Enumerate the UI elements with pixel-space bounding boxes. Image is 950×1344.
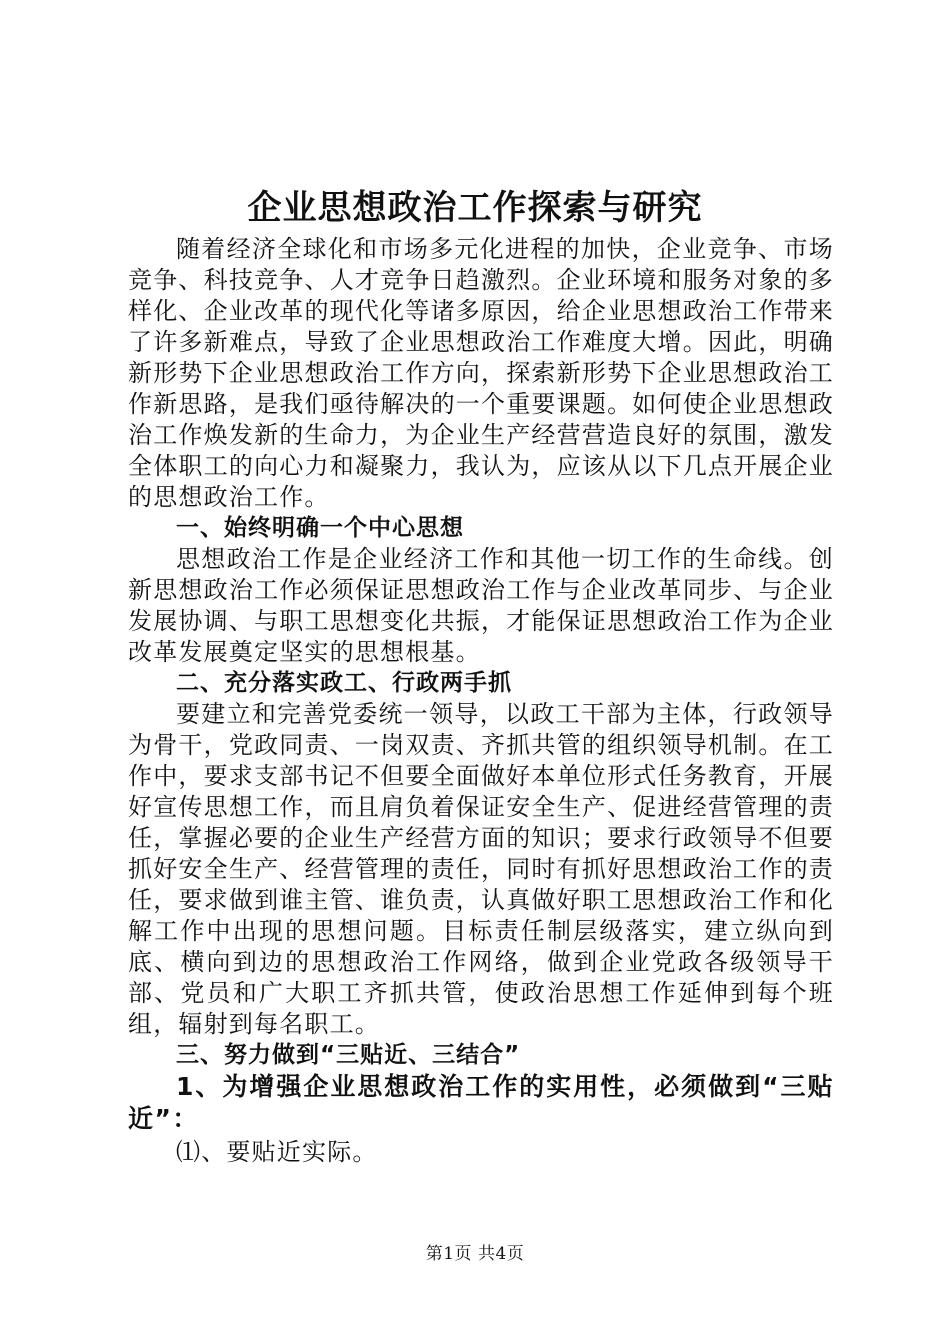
document-body (128, 234, 834, 1169)
section-heading-2: 二、充分落实政工、行政两手抓 (176, 670, 512, 696)
section-heading-3: 三、努力做到“三贴近、三结合” (176, 1042, 521, 1068)
section-paragraph-1: 思想政治工作是企业经济工作和其他一切工作的生命线。创新思想政治工作必须保证思想政治工作与企业改革同步、与企业发展协调、与职工思想变化共振，才能保证思想政治工作为企业改革发展奠定坚实的思想根基。 (128, 545, 834, 666)
intro-paragraph: 随着经济全球化和市场多元化进程的加快，企业竞争、市场竞争、科技竞争、人才竞争日趋激烈。企业环境和服务对象的多样化、企业改革的现代化等诸多原因，给企业思想政治工作带来了许多新难点，导致了企业思想政治工作难度大增。因此，明确新形势下企业思想政治工作方向，探索新形势下企业思想政治工作新思路，是我们亟待解决的一个重要课题。如何使企业思想政治工作焕发新的生命力，为企业生产经营营造良好的氛围，激发全体职工的向心力和凝聚力，我认为，应该从以下几点开展企业的思想政治工作。 (128, 235, 834, 511)
section-paragraph-2: 要建立和完善党委统一领导，以政工干部为主体，行政领导为骨干，党政同责、一岗双责、齐抓共管的组织领导机制。在工作中，要求支部书记不但要全面做好本单位形式任务教育，开展好宣传思想工作，而且肩负着保证安全生产、促进经营管理的责任，掌握必要的企业生产经营方面的知识；要求行政领导不但要抓好安全生产、经营管理的责任，同时有抓好思想政治工作的责任，要求做到谁主管、谁负责，认真做好职工思想政治工作和化解工作中出现的思想问题。目标责任制层级落实，建立纵向到底、横向到边的思想政治工作网络，做到企业党政各级领导干部、党员和广大职工齐抓共管，使政治思想工作延伸到每个班组，辐射到每名职工。 (128, 700, 834, 1038)
page-footer: 第1页 共4页 (425, 1244, 525, 1264)
list-item-1: ⑴、要贴近实际。 (176, 1138, 378, 1166)
subsection-heading-1: 1、为增强企业思想政治工作的实用性，必须做到“三贴近”： (128, 1072, 834, 1133)
section-heading-1: 一、始终明确一个中心思想 (176, 515, 464, 541)
document-title: 企业思想政治工作探索与研究 (247, 188, 703, 228)
